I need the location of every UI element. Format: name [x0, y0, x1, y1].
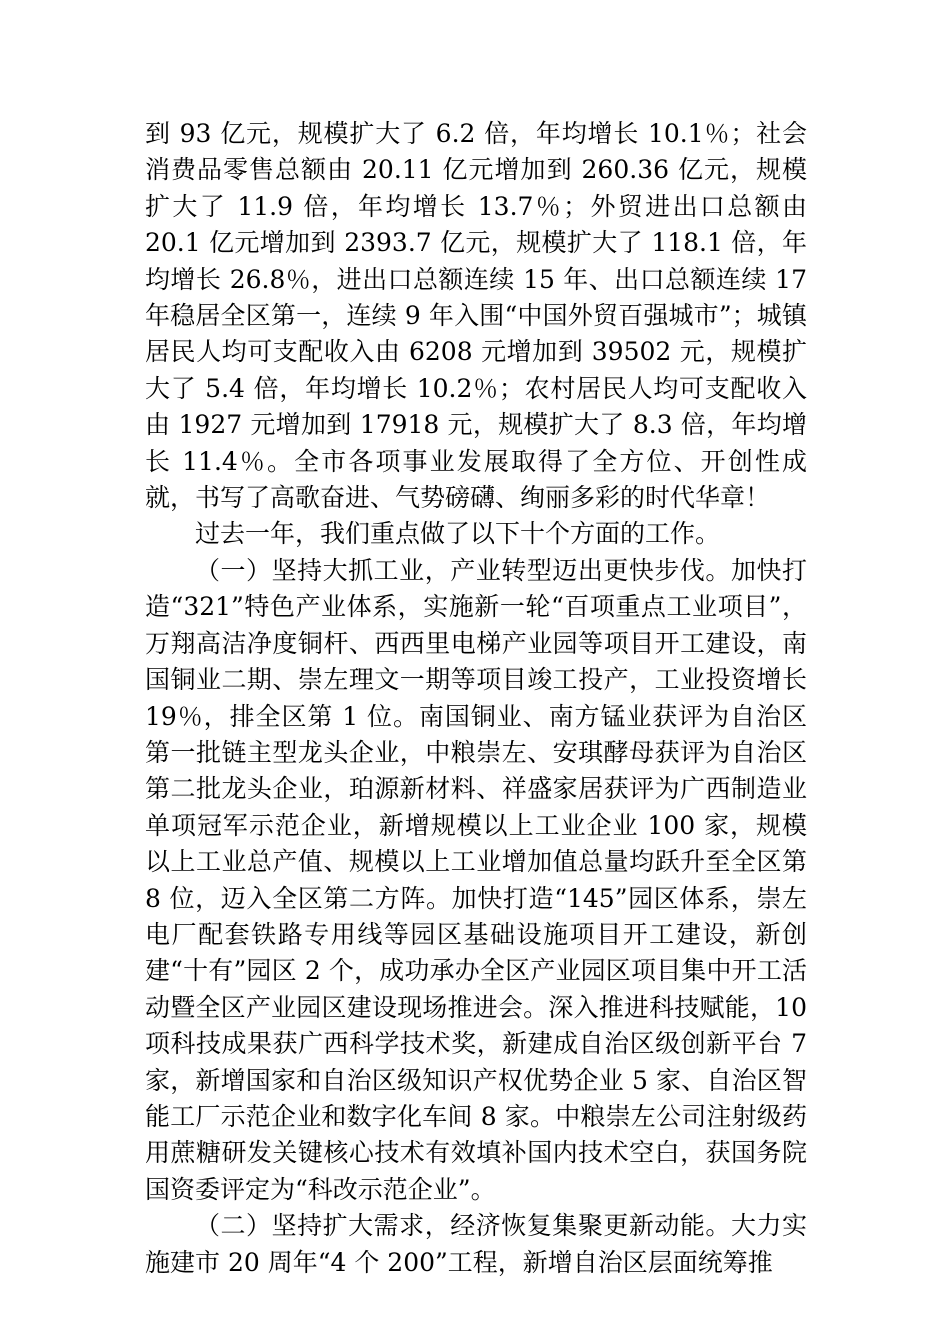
paragraph-continuation: 到 93 亿元，规模扩大了 6.2 倍，年均增长 10.1％；社会消费品零售总额由 20.11 亿元增加到 260.36 亿元，规模扩大了 11.9 倍，年均增长 13.7％；外贸进出口总额由 20.1 亿元增加到 2393.7 亿元，规模扩大了 118.1 倍，年均增长 26.8％，进出口总额连续 15 年、出口总额连续 17 年稳居全区第一，连续 9 年入围“中国外贸百强城市”；城镇居民人均可支配收入由 6208 元增加到 39502 元，规模扩大了 5.4 倍，年均增长 10.2％；农村居民人均可支配收入由 1927 元增加到 17918 元，规模扩大了 8.3 倍，年均增长 11.4％。全市各项事业发展取得了全方位、开创性成就，书写了高歌奋进、气势磅礴、绚丽多彩的时代华章！	[145, 119, 807, 513]
paragraph-section-2: （二）坚持扩大需求，经济恢复集聚更新动能。大力实施建市 20 周年“4 个 200”工程，新增自治区层面统筹推	[145, 1211, 807, 1277]
paragraph-intro: 过去一年，我们重点做了以下十个方面的工作。	[195, 519, 721, 549]
paragraph-section-1: （一）坚持大抓工业，产业转型迈出更快步伐。加快打造“321”特色产业体系，实施新一轮“百项重点工业项目”，万翔高洁净度铜杆、西西里电梯产业园等项目开工建设，南国铜业二期、崇左理文一期等项目竣工投产，工业投资增长 19％，排全区第 1 位。南国铜业、南方锰业获评为自治区第一批链主型龙头企业，中粮崇左、安琪酵母获评为自治区第二批龙头企业，珀源新材料、祥盛家居获评为广西制造业单项冠军示范企业，新增规模以上工业企业 100 家，规模以上工业总产值、规模以上工业增加值总量均跃升至全区第 8 位，迈入全区第二方阵。加快打造“145”园区体系，崇左电厂配套铁路专用线等园区基础设施项目开工建设，新创建“十有”园区 2 个，成功承办全区产业园区项目集中开工活动暨全区产业园区建设现场推进会。深入推进科技赋能，10 项科技成果获广西科学技术奖，新建成自治区级创新平台 7 家，新增国家和自治区级知识产权优势企业 5 家、自治区智能工厂示范企业和数字化车间 8 家。中粮崇左公司注射级药用蔗糖研发关键核心技术有效填补国内技术空白，获国务院国资委评定为“科改示范企业”。	[145, 555, 807, 1204]
body-text	[145, 116, 807, 1281]
